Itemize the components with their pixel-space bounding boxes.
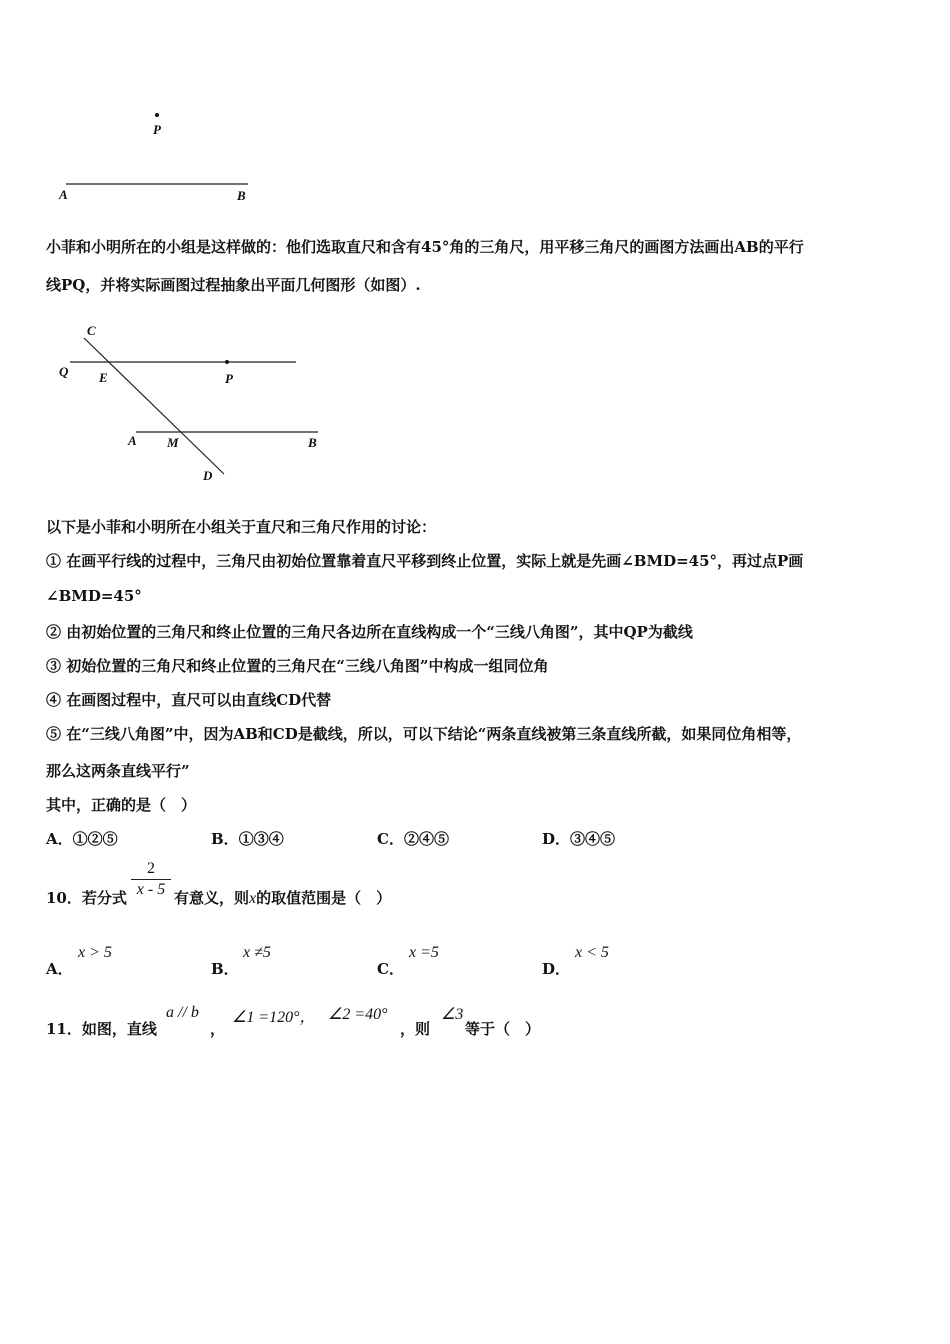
line-cd bbox=[84, 338, 224, 474]
q10-option-a-letter[interactable]: A． bbox=[46, 960, 73, 978]
q11-sep-2: ，则 bbox=[400, 1020, 431, 1038]
q10-option-d-expr: x < 5 bbox=[575, 944, 609, 961]
label-m: M bbox=[167, 435, 179, 450]
option-letter: B． bbox=[211, 830, 239, 848]
statement-5-line-1: ⑤ 在“三线八角图”中，因为AB和CD是截线，所以，可以下结论“两条直线被第三条直线所截，如果同位角相等， bbox=[46, 725, 802, 743]
label-q: Q bbox=[59, 364, 69, 379]
statement-2: ② 由初始位置的三角尺和终止位置的三角尺各边所在直线构成一个“三线八角图”，其中QP为截线 bbox=[46, 623, 693, 641]
option-letter: A． bbox=[46, 830, 73, 848]
fraction-numerator: 2 bbox=[147, 860, 155, 877]
fraction-denominator: x - 5 bbox=[136, 881, 166, 898]
q10-suffix: 的取值范围是（ ） bbox=[256, 889, 392, 907]
q11-prefix: 11．如图，直线 bbox=[46, 1020, 157, 1038]
q10-option-d-letter[interactable]: D． bbox=[542, 960, 571, 978]
option-text: ③④⑤ bbox=[570, 830, 616, 848]
fraction-bar bbox=[131, 879, 171, 880]
option-letter: D． bbox=[542, 830, 571, 848]
intro-line-1: 小菲和小明所在的小组是这样做的：他们选取直尺和含有45°角的三角尺，用平移三角尺的画图方法画出AB的平行 bbox=[46, 238, 804, 256]
statement-1-line-1: ① 在画平行线的过程中，三角尺由初始位置靠着直尺平移到终止位置，实际上就是先画∠BMD=45°，再过点P画 bbox=[46, 552, 804, 570]
q11-angle-1-expr: ∠1 =120°， bbox=[232, 1009, 316, 1026]
q10-prefix: 10．若分式 bbox=[46, 889, 127, 907]
label-a2: A bbox=[128, 433, 137, 448]
discussion-heading: 以下是小菲和小明所在小组关于直尺和三角尺作用的讨论： bbox=[46, 518, 437, 536]
intro-line-2: 线PQ，并将实际画图过程抽象出平面几何图形（如图）. bbox=[46, 276, 421, 294]
q9-option-a[interactable] bbox=[46, 828, 118, 849]
q10-fraction bbox=[131, 860, 171, 899]
q9-option-d[interactable] bbox=[542, 828, 615, 849]
statement-5-line-2: 那么这两条直线平行” bbox=[46, 762, 190, 780]
q10-option-b-letter[interactable]: B． bbox=[211, 960, 239, 978]
q10-option-b-expr: x ≠5 bbox=[243, 944, 271, 961]
q10-option-c-letter[interactable]: C． bbox=[377, 960, 404, 978]
label-p: P bbox=[153, 122, 161, 137]
statement-1-line-2: ∠BMD=45° bbox=[46, 587, 142, 605]
q10-option-c-expr: x =5 bbox=[409, 944, 439, 961]
option-text: ②④⑤ bbox=[403, 830, 449, 848]
q11-sep-1: ， bbox=[210, 1020, 226, 1038]
q9-option-c[interactable] bbox=[377, 828, 449, 849]
label-d: D bbox=[203, 468, 213, 483]
point-p-dot-2 bbox=[225, 360, 229, 364]
statement-4: ④ 在画图过程中，直尺可以由直线CD代替 bbox=[46, 691, 332, 709]
q11-angle-2-expr: ∠2 =40° bbox=[328, 1006, 388, 1023]
q11-angle-3-expr: ∠3 bbox=[441, 1006, 464, 1023]
label-c: C bbox=[87, 323, 96, 338]
statement-3: ③ 初始位置的三角尺和终止位置的三角尺在“三线八角图”中构成一组同位角 bbox=[46, 657, 549, 675]
question-9-prompt: 其中，正确的是（ ） bbox=[46, 796, 197, 814]
q10-option-a-expr: x > 5 bbox=[78, 944, 112, 961]
q10-mid-text: 有意义，则 bbox=[174, 889, 250, 907]
option-text: ①②⑤ bbox=[72, 830, 118, 848]
option-letter: C． bbox=[377, 830, 404, 848]
q11-parallel-expr: a // b bbox=[166, 1004, 199, 1021]
option-text: ①③④ bbox=[238, 830, 284, 848]
label-b: B bbox=[237, 188, 246, 203]
label-a: A bbox=[59, 187, 68, 202]
figure-parallel-lines-transversal bbox=[0, 0, 340, 500]
q10-var: x bbox=[249, 890, 257, 907]
label-b2: B bbox=[308, 435, 317, 450]
label-e: E bbox=[99, 370, 108, 385]
q11-suffix: 等于（ ） bbox=[465, 1020, 541, 1038]
q10-mid bbox=[174, 887, 391, 908]
label-p2: P bbox=[225, 371, 233, 386]
q9-option-b[interactable] bbox=[211, 828, 284, 849]
